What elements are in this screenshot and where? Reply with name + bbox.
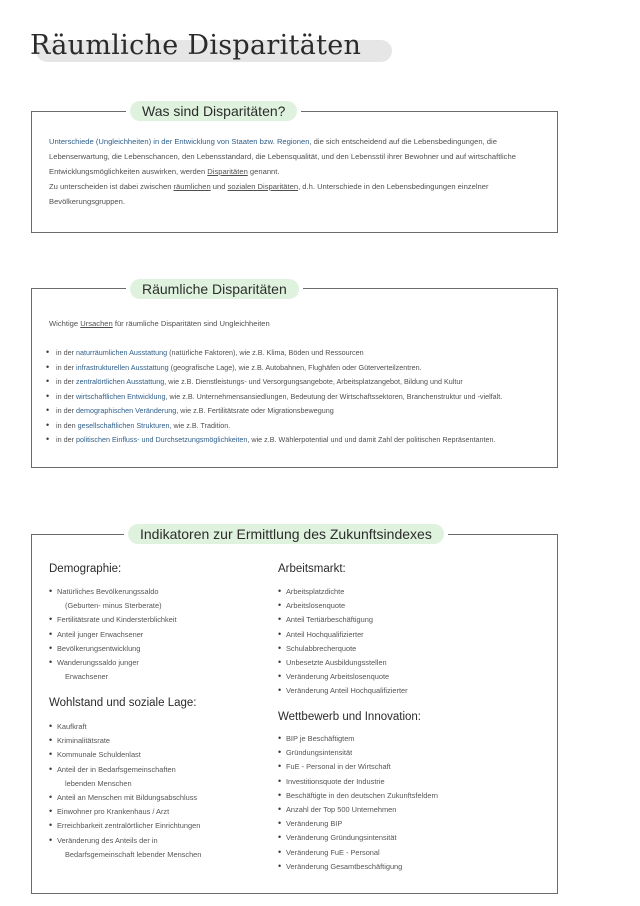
definition-heading — [126, 101, 301, 121]
list-item: • Anteil Hochqualifizierter — [278, 628, 538, 642]
list-item: • in der wirtschaftlichen Entwicklung, wie z.B. Unternehmensansiedlungen, Bedeutung der Wirtschaftssektoren, Branchenstruktur und -vielfalt. — [46, 390, 547, 405]
list-item: • Veränderung Gründungsintensität — [278, 831, 543, 845]
list-item: • Veränderung des Anteils der in Bedarfsgemeinschaft lebender Menschen — [49, 834, 279, 862]
list-item: • Veränderung Anteil Hochqualifizierter — [278, 684, 538, 698]
disparitaeten-term: Disparitäten — [207, 167, 248, 176]
causes-box — [31, 281, 558, 468]
indicators-heading — [124, 524, 448, 544]
list-item: • in der demographischen Veränderung, wie z.B. Fertilitätsrate oder Migrationsbewegung — [46, 404, 547, 419]
list-item: • Veränderung BIP — [278, 817, 543, 831]
page-title: Räumliche Disparitäten — [30, 30, 362, 61]
wohlstand-title: Wohlstand und soziale Lage: — [49, 697, 197, 709]
list-item: • in der zentralörtlichen Ausstattung, wie z.B. Dienstleistungs- und Versorgungsangebote, Arbeitsplatzangebot, Bildung und Kultur — [46, 375, 547, 390]
definition-text: Unterschiede (Ungleichheiten) in der Entwicklung von Staaten bzw. Regionen, die sich entscheidend auf die Lebensbedingungen, die Lebenserwartung, die Lebenschancen, den Lebensstandard, die Lebensqualität, und den Lebensstil ihrer Bewohner und auf wirtschaftliche Entwicklungsmöglichkeiten auswirken, werden Disparitäten genannt. Zu unterscheiden ist dabei zwischen räumlichen und sozialen Disparitäten, d.h. Unterschiede in den Lebensbedingungen einzelner Bevölkerungsgruppen. — [49, 137, 516, 206]
list-item: • in der infrastrukturellen Ausstattung (geografische Lage), wie z.B. Autobahnen, Flughäfen oder Güterverteilzentren. — [46, 361, 547, 376]
list-item: • Anteil der in Bedarfsgemeinschaften lebenden Menschen — [49, 763, 279, 791]
list-item: • Schulabbrecherquote — [278, 642, 538, 656]
list-item: • Arbeitslosenquote — [278, 599, 538, 613]
demographie-title: Demographie: — [49, 563, 122, 575]
list-item: • Gründungsintensität — [278, 746, 543, 760]
list-item: • Arbeitsplatzdichte — [278, 585, 538, 599]
list-item: • Veränderung Gesamtbeschäftigung — [278, 860, 543, 874]
list-item: • Fertilitätsrate und Kindersterblichkeit — [49, 613, 269, 627]
list-item: • Natürliches Bevölkerungssaldo (Geburten- minus Sterberate) — [49, 585, 269, 613]
definition-heading-label: Was sind Disparitäten? — [130, 101, 297, 121]
causes-intro: Wichtige Ursachen für räumliche Disparitäten sind Ungleichheiten — [49, 319, 270, 328]
demographie-list — [49, 585, 269, 684]
causes-list — [46, 346, 547, 448]
list-item: • Unbesetzte Ausbildungsstellen — [278, 656, 538, 670]
list-item: • Anteil Tertiärbeschäftigung — [278, 613, 538, 627]
list-item: • Erreichbarkeit zentralörtlicher Einrichtungen — [49, 819, 279, 833]
indicators-heading-label: Indikatoren zur Ermittlung des Zukunftsindexes — [128, 524, 444, 544]
list-item: • Beschäftigte in den deutschen Zukunftsfeldern — [278, 789, 543, 803]
list-item: • Wanderungssaldo junger Erwachsener — [49, 656, 269, 684]
list-item: • in der politischen Einfluss- und Durchsetzungsmöglichkeiten, wie z.B. Wählerpotential und und damit Zahl der politischen Repräsentanten. — [46, 433, 547, 448]
causes-heading — [126, 279, 303, 299]
list-item: • Anteil junger Erwachsener — [49, 628, 269, 642]
list-item: • Bevölkerungsentwicklung — [49, 642, 269, 656]
arbeitsmarkt-title: Arbeitsmarkt: — [278, 563, 346, 575]
indicators-box — [31, 526, 558, 894]
list-item: • in den gesellschaftlichen Strukturen, wie z.B. Tradition. — [46, 419, 547, 434]
list-item: • Veränderung Arbeitslosenquote — [278, 670, 538, 684]
list-item: • Kommunale Schuldenlast — [49, 748, 279, 762]
list-item: • in der naturräumlichen Ausstattung (natürliche Faktoren), wie z.B. Klima, Böden und Ressourcen — [46, 346, 547, 361]
wettbewerb-list — [278, 732, 543, 874]
causes-heading-label: Räumliche Disparitäten — [130, 279, 299, 299]
wohlstand-list — [49, 720, 279, 862]
arbeitsmarkt-list — [278, 585, 538, 699]
list-item: • Kaufkraft — [49, 720, 279, 734]
list-item: • Investitionsquote der Industrie — [278, 775, 543, 789]
list-item: • Veränderung FuE - Personal — [278, 846, 543, 860]
list-item: • BIP je Beschäftigtem — [278, 732, 543, 746]
definition-keyterm: Unterschiede (Ungleichheiten) in der Entwicklung von Staaten bzw. Regionen, — [49, 137, 312, 146]
wettbewerb-title: Wettbewerb und Innovation: — [278, 711, 421, 723]
list-item: • FuE - Personal in der Wirtschaft — [278, 760, 543, 774]
definition-box — [31, 103, 558, 233]
raeumlich-term: räumlichen — [173, 182, 211, 191]
list-item: • Kriminalitätsrate — [49, 734, 279, 748]
list-item: • Anzahl der Top 500 Unternehmen — [278, 803, 543, 817]
list-item: • Einwohner pro Krankenhaus / Arzt — [49, 805, 279, 819]
sozial-term: sozialen Disparitäten — [227, 182, 299, 191]
list-item: • Anteil an Menschen mit Bildungsabschluss — [49, 791, 279, 805]
